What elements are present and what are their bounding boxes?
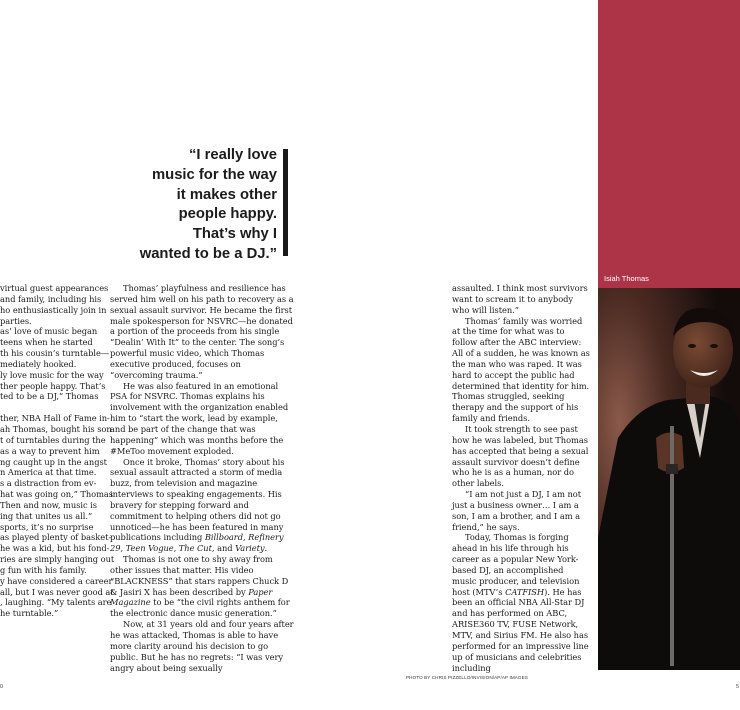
column-line: as played plenty of basket-: [0, 532, 112, 543]
photo-credit: PHOTO BY CHRIS PIZZELLO/INVISION/AP/AP IMAGES: [406, 675, 528, 680]
photo-caption: Isiah Thomas: [604, 274, 649, 283]
portrait-illustration: [598, 288, 740, 670]
paragraph: assaulted. I think most survivors want to scream it to anybody who will listen.”: [452, 283, 588, 315]
publication-name: Variety: [235, 543, 265, 554]
paragraph: Thomas’ playfulness and resilience has served him well on his path to recovery as a sexual assault survivor. He became the first male spokesperson for NSVRC—he donated a portion of the proceeds from his single “Dealin’ With It” to the center. The song’s powerful music video, which Thomas executive produced, focuses on “overcoming trauma.”: [110, 283, 294, 380]
column-line: ah Thomas, bought his son: [0, 423, 112, 434]
column-line: ng caught up in the angst: [0, 456, 107, 467]
column-line: ther people happy. That’s: [0, 380, 106, 391]
text-run: Today, Thomas is forging ahead in his life through his career as a popular New York-based DJ, an accomplished music producer, and television host (MTV’s: [452, 532, 580, 597]
article-column-middle: [110, 283, 294, 673]
column-line: s a distraction from ev-: [0, 478, 97, 489]
page-number-left: 0: [0, 684, 4, 690]
pull-quote-line: That’s why I: [192, 226, 277, 243]
article-column-right: [452, 283, 590, 673]
column-line: parties.: [0, 315, 32, 326]
paragraph: [110, 457, 294, 555]
column-line: as a way to prevent him: [0, 445, 100, 456]
column-line: sports, it’s no surprise: [0, 521, 94, 532]
text-run: ). He has been an official NBA All-Star DJ and has performed on ABC, ARISE360 TV, FUSE Network, MTV, and Sirius FM. He also has performed for an impressive line up of musicians and celebrities including: [452, 586, 589, 673]
column-line: and family, including his: [0, 293, 102, 304]
column-line: ted to be a DJ,” Thomas: [0, 391, 99, 402]
text-run: Thomas is not one to shy away from other issues that matter. His video “BLACKNESS” that stars rappers Chuck D & Jasiri X has been described by: [110, 554, 289, 597]
column-line: virtual guest appearances: [0, 283, 109, 293]
text-run: to be “the civil rights anthem for the electronic dance music generation.”: [110, 597, 290, 619]
photo: [598, 288, 740, 670]
column-line: y have considered a career: [0, 575, 113, 586]
accent-panel: [598, 0, 740, 266]
column-line: Then and now, music is: [0, 499, 97, 510]
article-column-left: [0, 283, 120, 619]
publication-names: Billboard, Refinery 29, Teen Vogue, The Cut,: [110, 532, 284, 554]
page-number-right: 5: [736, 684, 740, 690]
paragraph: [110, 554, 294, 619]
column-line: as’ love of music began: [0, 326, 98, 337]
paragraph: “I am not just a DJ, I am not just a business owner… I am a son, I am a brother, and I am a friend,” he says.: [452, 489, 582, 532]
paragraph: Thomas’ family was worried at the time for what was to follow after the ABC interview: All of a sudden, he was known as the man who was raped. It was hard to accept the public had determined that identity for him. Thomas struggled, seeking therapy and the support of his family and friends.: [452, 315, 590, 424]
pull-quote: [117, 146, 277, 265]
paragraph: He was also featured in an emotional PSA for NSVRC. Thomas explains his involvement with the organization enabled him to “start the work, lead by example, and be part of the change that was happening” which was months before the #MeToo movement exploded.: [110, 380, 289, 456]
pull-quote-line: music for the way: [152, 166, 277, 183]
paragraph: [452, 532, 590, 673]
paragraph: It took strength to see past how he was labeled, but Thomas has accepted that being a sexual assault survivor doesn’t define who he is as a human, nor do other labels.: [452, 423, 589, 489]
column-line: th his cousin’s turntable—: [0, 348, 110, 359]
column-line: teens when he started: [0, 337, 93, 348]
show-name: CATFISH: [505, 586, 545, 597]
column-line: all, but I was never good at: [0, 586, 114, 597]
column-line: ho enthusiastically join in: [0, 304, 107, 315]
pull-quote-line: people happy.: [178, 206, 277, 223]
column-line: [0, 402, 120, 413]
column-line: t of turntables during the: [0, 434, 106, 445]
text-run: Once it broke, Thomas’ story about his sexual assault attracted a storm of media buzz, from television and magazine interviews to speaking engagements. His bravery for stepping forward and commitment to helping others did not go unnoticed—he has been featured in many publications including: [110, 456, 285, 543]
column-line: he was a kid, but his fond-: [0, 543, 110, 554]
pull-quote-line: wanted to be a DJ.”: [139, 245, 277, 262]
column-line: ly love music for the way: [0, 369, 104, 380]
column-line: he turntable.”: [0, 608, 59, 619]
text-run: and: [214, 543, 236, 554]
column-line: ries are simply hanging out: [0, 554, 115, 565]
column-line: n America at that time.: [0, 467, 97, 478]
column-line: ing that unites us all.”: [0, 510, 93, 521]
column-line: ther, NBA Hall of Fame in-: [0, 413, 110, 424]
column-line: hat was going on,” Thomas: [0, 489, 114, 500]
pull-quote-line: “I really love: [188, 147, 277, 163]
column-line: mediately hooked.: [0, 358, 77, 369]
magazine-name: Paper Magazine: [110, 586, 273, 608]
column-line: g fun with his family.: [0, 564, 87, 575]
pull-quote-rule: [283, 149, 288, 256]
text-run: .: [264, 543, 268, 554]
column-line: , laughing. “My talents are: [0, 597, 112, 608]
pull-quote-line: it makes other: [176, 186, 277, 203]
paragraph: Now, at 31 years old and four years after he was attacked, Thomas is able to have more clarity around his decision to go public. But he has no regrets: “I was very angry about being sexually: [110, 619, 294, 673]
